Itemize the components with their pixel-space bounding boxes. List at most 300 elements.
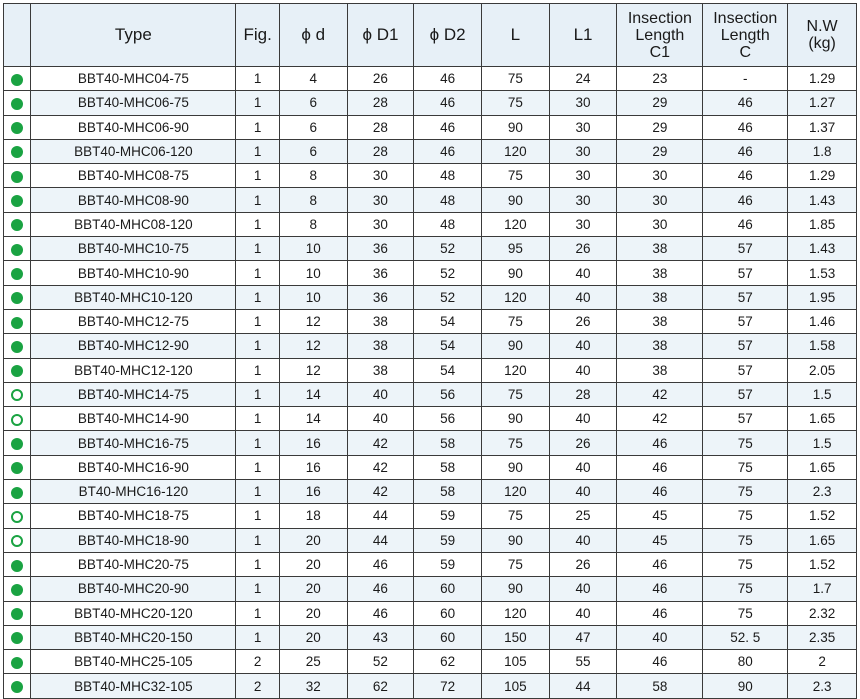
cell-c: 57 <box>703 285 788 309</box>
stock-status-cell <box>4 504 31 528</box>
cell-d1: 42 <box>347 431 414 455</box>
table-row <box>4 650 857 674</box>
filled-circle-icon <box>11 438 23 450</box>
cell-c: 75 <box>703 601 788 625</box>
table-row <box>4 115 857 139</box>
filled-circle-icon <box>11 268 23 280</box>
cell-d2: 56 <box>414 407 482 431</box>
cell-l: 90 <box>482 407 550 431</box>
cell-d2: 46 <box>414 139 482 163</box>
cell-d: 16 <box>279 480 347 504</box>
table-row <box>4 139 857 163</box>
cell-l: 90 <box>482 188 550 212</box>
cell-c: 46 <box>703 164 788 188</box>
cell-nw: 1.65 <box>788 528 857 552</box>
cell-c: 75 <box>703 528 788 552</box>
cell-type: BBT40-MHC10-90 <box>31 261 236 285</box>
header-insection-length-c1 <box>617 4 703 67</box>
cell-d: 10 <box>279 261 347 285</box>
table-row <box>4 67 857 91</box>
cell-l1: 44 <box>549 674 617 698</box>
cell-l: 90 <box>482 261 550 285</box>
cell-c: 57 <box>703 309 788 333</box>
cell-c1: 23 <box>617 67 703 91</box>
cell-d: 12 <box>279 309 347 333</box>
cell-d: 20 <box>279 577 347 601</box>
table-row <box>4 358 857 382</box>
cell-c1: 29 <box>617 91 703 115</box>
stock-status-cell <box>4 237 31 261</box>
cell-fig: 1 <box>236 164 279 188</box>
cell-c1: 38 <box>617 334 703 358</box>
cell-d: 6 <box>279 139 347 163</box>
cell-c1: 29 <box>617 139 703 163</box>
cell-d1: 46 <box>347 601 414 625</box>
cell-type: BBT40-MHC10-120 <box>31 285 236 309</box>
filled-circle-icon <box>11 462 23 474</box>
cell-nw: 1.58 <box>788 334 857 358</box>
cell-type: BBT40-MHC20-75 <box>31 552 236 576</box>
header-type: Type <box>31 4 236 67</box>
hollow-circle-icon <box>11 511 23 523</box>
cell-d: 20 <box>279 601 347 625</box>
cell-d2: 58 <box>414 455 482 479</box>
stock-status-cell <box>4 674 31 698</box>
filled-circle-icon <box>11 317 23 329</box>
cell-fig: 1 <box>236 334 279 358</box>
cell-d1: 40 <box>347 382 414 406</box>
cell-l1: 30 <box>549 212 617 236</box>
filled-circle-icon <box>11 632 23 644</box>
cell-l1: 40 <box>549 261 617 285</box>
cell-d: 20 <box>279 528 347 552</box>
cell-d1: 28 <box>347 115 414 139</box>
cell-l: 120 <box>482 212 550 236</box>
cell-l1: 40 <box>549 577 617 601</box>
cell-nw: 2.3 <box>788 674 857 698</box>
cell-type: BBT40-MHC12-75 <box>31 309 236 333</box>
cell-nw: 1.27 <box>788 91 857 115</box>
cell-fig: 1 <box>236 139 279 163</box>
stock-status-cell <box>4 650 31 674</box>
cell-c: - <box>703 67 788 91</box>
cell-type: BBT40-MHC20-120 <box>31 601 236 625</box>
cell-d1: 36 <box>347 261 414 285</box>
cell-d: 18 <box>279 504 347 528</box>
table-row <box>4 309 857 333</box>
cell-d2: 54 <box>414 358 482 382</box>
filled-circle-icon <box>11 681 23 693</box>
cell-nw: 1.46 <box>788 309 857 333</box>
cell-c: 75 <box>703 480 788 504</box>
cell-nw: 1.95 <box>788 285 857 309</box>
table-row <box>4 91 857 115</box>
cell-nw: 1.52 <box>788 504 857 528</box>
table-body <box>4 67 857 699</box>
cell-d: 8 <box>279 164 347 188</box>
cell-d: 16 <box>279 431 347 455</box>
stock-status-cell <box>4 577 31 601</box>
cell-c: 57 <box>703 237 788 261</box>
cell-d2: 58 <box>414 431 482 455</box>
cell-nw: 1.43 <box>788 188 857 212</box>
filled-circle-icon <box>11 171 23 183</box>
cell-d1: 44 <box>347 504 414 528</box>
stock-status-cell <box>4 528 31 552</box>
cell-d1: 46 <box>347 577 414 601</box>
cell-d: 32 <box>279 674 347 698</box>
cell-d: 8 <box>279 188 347 212</box>
cell-d: 20 <box>279 625 347 649</box>
cell-nw: 1.5 <box>788 382 857 406</box>
cell-type: BBT40-MHC20-90 <box>31 577 236 601</box>
cell-d2: 48 <box>414 212 482 236</box>
cell-nw: 1.5 <box>788 431 857 455</box>
cell-l: 90 <box>482 334 550 358</box>
cell-c: 57 <box>703 407 788 431</box>
cell-c: 75 <box>703 577 788 601</box>
cell-l: 75 <box>482 552 550 576</box>
cell-c1: 38 <box>617 237 703 261</box>
cell-c: 57 <box>703 382 788 406</box>
cell-d1: 38 <box>347 334 414 358</box>
cell-d1: 38 <box>347 309 414 333</box>
filled-circle-icon <box>11 98 23 110</box>
cell-nw: 2.35 <box>788 625 857 649</box>
header-d1: ϕ D1 <box>347 4 414 67</box>
cell-d2: 62 <box>414 650 482 674</box>
cell-type: BBT40-MHC20-150 <box>31 625 236 649</box>
stock-status-cell <box>4 431 31 455</box>
cell-d: 8 <box>279 212 347 236</box>
cell-type: BBT40-MHC25-105 <box>31 650 236 674</box>
filled-circle-icon <box>11 74 23 86</box>
cell-l: 120 <box>482 139 550 163</box>
cell-l: 105 <box>482 650 550 674</box>
header-c-line2: Length <box>720 26 770 44</box>
stock-status-cell <box>4 407 31 431</box>
table-row <box>4 285 857 309</box>
cell-l: 75 <box>482 309 550 333</box>
filled-circle-icon <box>11 341 23 353</box>
stock-status-cell <box>4 358 31 382</box>
cell-c1: 30 <box>617 212 703 236</box>
stock-status-cell <box>4 261 31 285</box>
header-mark <box>4 4 31 67</box>
cell-l: 75 <box>482 431 550 455</box>
stock-status-cell <box>4 625 31 649</box>
header-c1-line3: C1 <box>649 43 671 61</box>
cell-l1: 40 <box>549 528 617 552</box>
cell-fig: 1 <box>236 212 279 236</box>
cell-l1: 55 <box>549 650 617 674</box>
header-d: ϕ d <box>279 4 347 67</box>
cell-d2: 60 <box>414 577 482 601</box>
cell-fig: 1 <box>236 237 279 261</box>
cell-nw: 1.37 <box>788 115 857 139</box>
cell-fig: 1 <box>236 188 279 212</box>
header-l: L <box>482 4 550 67</box>
cell-l1: 25 <box>549 504 617 528</box>
cell-c: 52. 5 <box>703 625 788 649</box>
header-c1-line2: Length <box>635 26 685 44</box>
cell-l1: 26 <box>549 431 617 455</box>
cell-d: 4 <box>279 67 347 91</box>
cell-l1: 26 <box>549 309 617 333</box>
filled-circle-icon <box>11 195 23 207</box>
cell-c1: 46 <box>617 480 703 504</box>
cell-type: BBT40-MHC12-120 <box>31 358 236 382</box>
cell-d2: 58 <box>414 480 482 504</box>
cell-l1: 40 <box>549 407 617 431</box>
cell-l: 90 <box>482 528 550 552</box>
filled-circle-icon <box>11 608 23 620</box>
cell-fig: 1 <box>236 625 279 649</box>
cell-l1: 40 <box>549 455 617 479</box>
stock-status-cell <box>4 455 31 479</box>
cell-c: 75 <box>703 431 788 455</box>
cell-l1: 28 <box>549 382 617 406</box>
header-nw-line1: N.W <box>806 18 838 35</box>
cell-d1: 52 <box>347 650 414 674</box>
cell-l1: 40 <box>549 358 617 382</box>
stock-status-cell <box>4 601 31 625</box>
stock-status-cell <box>4 309 31 333</box>
cell-d: 12 <box>279 358 347 382</box>
cell-fig: 1 <box>236 115 279 139</box>
cell-l1: 30 <box>549 164 617 188</box>
cell-fig: 1 <box>236 601 279 625</box>
filled-circle-icon <box>11 146 23 158</box>
cell-type: BBT40-MHC06-120 <box>31 139 236 163</box>
header-row <box>4 4 857 67</box>
cell-fig: 1 <box>236 407 279 431</box>
cell-d2: 72 <box>414 674 482 698</box>
cell-d: 10 <box>279 237 347 261</box>
cell-l: 95 <box>482 237 550 261</box>
cell-c: 80 <box>703 650 788 674</box>
cell-type: BT40-MHC16-120 <box>31 480 236 504</box>
table-row <box>4 552 857 576</box>
cell-c1: 46 <box>617 601 703 625</box>
filled-circle-icon <box>11 584 23 596</box>
cell-d1: 62 <box>347 674 414 698</box>
cell-d: 16 <box>279 455 347 479</box>
hollow-circle-icon <box>11 535 23 547</box>
filled-circle-icon <box>11 560 23 572</box>
cell-nw: 2.05 <box>788 358 857 382</box>
cell-d1: 28 <box>347 91 414 115</box>
cell-c1: 46 <box>617 431 703 455</box>
cell-d1: 42 <box>347 480 414 504</box>
table-row <box>4 625 857 649</box>
header-c1-line1: Insection <box>627 9 692 27</box>
cell-type: BBT40-MHC18-90 <box>31 528 236 552</box>
cell-l1: 30 <box>549 139 617 163</box>
table-row <box>4 407 857 431</box>
cell-nw: 1.7 <box>788 577 857 601</box>
cell-c: 46 <box>703 91 788 115</box>
table-row <box>4 480 857 504</box>
cell-l: 90 <box>482 115 550 139</box>
cell-l: 75 <box>482 91 550 115</box>
cell-c: 90 <box>703 674 788 698</box>
cell-d2: 60 <box>414 601 482 625</box>
table-row <box>4 601 857 625</box>
cell-l: 75 <box>482 164 550 188</box>
stock-status-cell <box>4 334 31 358</box>
cell-c: 75 <box>703 552 788 576</box>
cell-fig: 1 <box>236 552 279 576</box>
cell-l1: 26 <box>549 237 617 261</box>
cell-c: 57 <box>703 261 788 285</box>
table-row <box>4 334 857 358</box>
table-row <box>4 431 857 455</box>
cell-d2: 52 <box>414 261 482 285</box>
cell-c1: 46 <box>617 552 703 576</box>
cell-c1: 58 <box>617 674 703 698</box>
cell-d: 6 <box>279 115 347 139</box>
stock-status-cell <box>4 382 31 406</box>
stock-status-cell <box>4 212 31 236</box>
stock-status-cell <box>4 164 31 188</box>
cell-d1: 42 <box>347 455 414 479</box>
cell-d2: 46 <box>414 91 482 115</box>
cell-nw: 1.85 <box>788 212 857 236</box>
cell-type: BBT40-MHC08-90 <box>31 188 236 212</box>
cell-d2: 59 <box>414 528 482 552</box>
header-l1: L1 <box>549 4 617 67</box>
cell-l: 150 <box>482 625 550 649</box>
cell-l: 105 <box>482 674 550 698</box>
cell-d2: 48 <box>414 188 482 212</box>
hollow-circle-icon <box>11 389 23 401</box>
cell-fig: 1 <box>236 358 279 382</box>
table-row <box>4 674 857 698</box>
cell-d1: 26 <box>347 67 414 91</box>
cell-d1: 30 <box>347 164 414 188</box>
cell-l: 90 <box>482 455 550 479</box>
cell-type: BBT40-MHC06-90 <box>31 115 236 139</box>
cell-fig: 1 <box>236 309 279 333</box>
stock-status-cell <box>4 115 31 139</box>
cell-fig: 2 <box>236 650 279 674</box>
cell-d1: 30 <box>347 188 414 212</box>
cell-fig: 2 <box>236 674 279 698</box>
cell-c: 57 <box>703 358 788 382</box>
cell-type: BBT40-MHC06-75 <box>31 91 236 115</box>
cell-l1: 47 <box>549 625 617 649</box>
cell-d1: 43 <box>347 625 414 649</box>
cell-nw: 1.29 <box>788 164 857 188</box>
table-row <box>4 504 857 528</box>
cell-d2: 60 <box>414 625 482 649</box>
hollow-circle-icon <box>11 414 23 426</box>
cell-fig: 1 <box>236 91 279 115</box>
table-row <box>4 455 857 479</box>
cell-c1: 42 <box>617 407 703 431</box>
cell-c: 46 <box>703 188 788 212</box>
cell-d1: 44 <box>347 528 414 552</box>
cell-d2: 46 <box>414 67 482 91</box>
cell-d2: 48 <box>414 164 482 188</box>
cell-c1: 38 <box>617 309 703 333</box>
cell-l1: 30 <box>549 115 617 139</box>
table-row <box>4 212 857 236</box>
cell-l1: 24 <box>549 67 617 91</box>
cell-d1: 36 <box>347 285 414 309</box>
filled-circle-icon <box>11 244 23 256</box>
cell-nw: 1.65 <box>788 455 857 479</box>
filled-circle-icon <box>11 219 23 231</box>
cell-d2: 56 <box>414 382 482 406</box>
table-row <box>4 577 857 601</box>
cell-l: 120 <box>482 601 550 625</box>
cell-nw: 2.32 <box>788 601 857 625</box>
cell-c: 75 <box>703 455 788 479</box>
cell-d1: 38 <box>347 358 414 382</box>
cell-c1: 46 <box>617 577 703 601</box>
cell-d: 14 <box>279 382 347 406</box>
cell-d2: 59 <box>414 504 482 528</box>
cell-fig: 1 <box>236 528 279 552</box>
cell-c1: 46 <box>617 650 703 674</box>
cell-c1: 29 <box>617 115 703 139</box>
cell-nw: 1.43 <box>788 237 857 261</box>
cell-d: 14 <box>279 407 347 431</box>
cell-l: 75 <box>482 67 550 91</box>
header-insection-length-c <box>703 4 788 67</box>
cell-type: BBT40-MHC16-75 <box>31 431 236 455</box>
cell-c1: 45 <box>617 504 703 528</box>
cell-l1: 40 <box>549 601 617 625</box>
stock-status-cell <box>4 480 31 504</box>
cell-c1: 46 <box>617 455 703 479</box>
cell-c1: 30 <box>617 164 703 188</box>
cell-l: 90 <box>482 577 550 601</box>
cell-d: 6 <box>279 91 347 115</box>
cell-c: 75 <box>703 504 788 528</box>
cell-l1: 30 <box>549 91 617 115</box>
cell-d2: 46 <box>414 115 482 139</box>
cell-nw: 1.52 <box>788 552 857 576</box>
header-c-line1: Insection <box>713 9 778 27</box>
cell-type: BBT40-MHC16-90 <box>31 455 236 479</box>
cell-type: BBT40-MHC10-75 <box>31 237 236 261</box>
stock-status-cell <box>4 552 31 576</box>
cell-fig: 1 <box>236 285 279 309</box>
cell-fig: 1 <box>236 67 279 91</box>
cell-fig: 1 <box>236 261 279 285</box>
header-nw-line2: (kg) <box>808 35 836 52</box>
filled-circle-icon <box>11 122 23 134</box>
cell-d2: 54 <box>414 334 482 358</box>
table-row <box>4 188 857 212</box>
cell-l1: 30 <box>549 188 617 212</box>
filled-circle-icon <box>11 487 23 499</box>
filled-circle-icon <box>11 365 23 377</box>
cell-nw: 1.65 <box>788 407 857 431</box>
cell-l1: 26 <box>549 552 617 576</box>
cell-type: BBT40-MHC08-120 <box>31 212 236 236</box>
cell-c1: 45 <box>617 528 703 552</box>
cell-l: 75 <box>482 504 550 528</box>
cell-type: BBT40-MHC14-90 <box>31 407 236 431</box>
cell-nw: 1.8 <box>788 139 857 163</box>
cell-type: BBT40-MHC18-75 <box>31 504 236 528</box>
header-c-line3: C <box>739 43 752 61</box>
cell-c: 46 <box>703 139 788 163</box>
